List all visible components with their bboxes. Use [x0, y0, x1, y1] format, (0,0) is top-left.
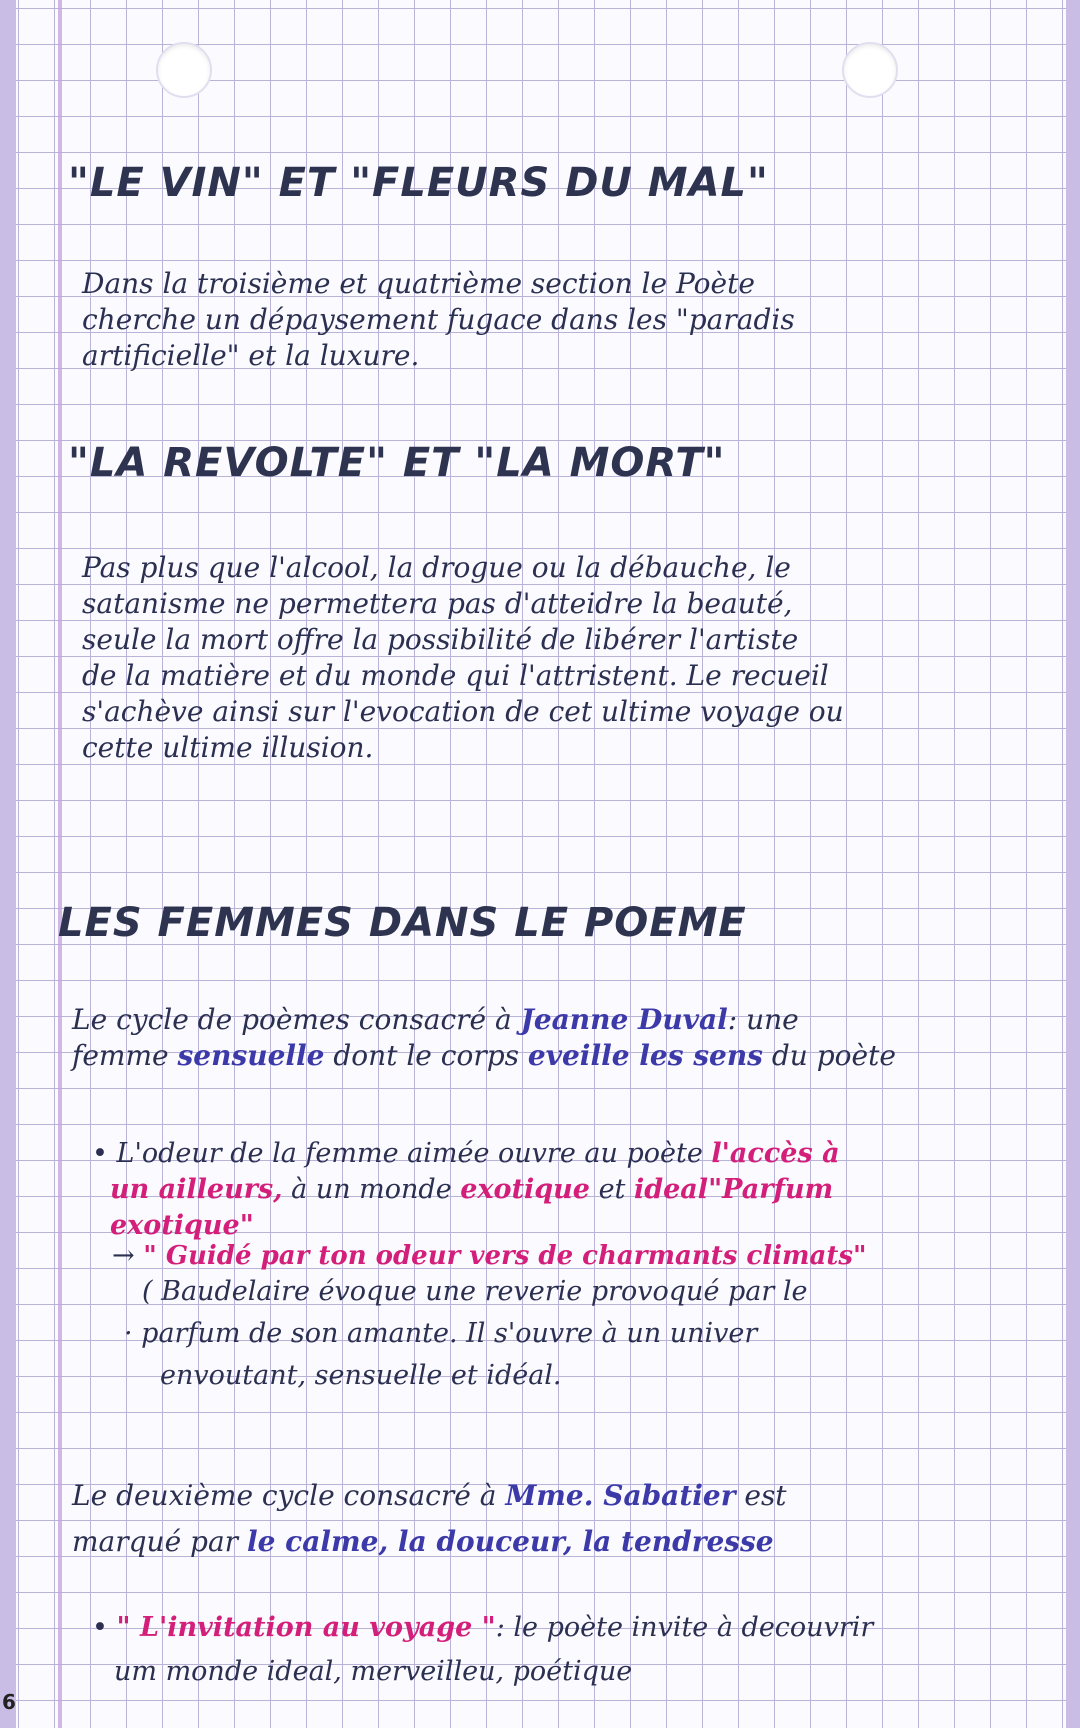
paragraph-2: [82, 550, 1022, 766]
text-line: cherche un dépaysement fugace dans les "paradis: [82, 303, 795, 336]
text-line: [92, 1238, 1032, 1274]
text-line: Pas plus que l'alcool, la drogue ou la débauche, le: [82, 551, 791, 584]
highlight-acces: l'accès à: [711, 1138, 840, 1169]
bullet-parfum: [92, 1136, 1032, 1394]
text-line: [92, 1136, 1032, 1172]
text-line: cette ultime illusion.: [82, 731, 374, 764]
text-run: femme: [72, 1039, 178, 1072]
highlight-exotique-title: exotique": [110, 1210, 254, 1241]
text-run: : une: [727, 1003, 799, 1036]
highlight-ailleurs: un ailleurs,: [110, 1174, 283, 1205]
heading-femmes: LES FEMMES DANS LE POEME: [58, 900, 747, 946]
text-line: [72, 1038, 1012, 1074]
text-line: [72, 1002, 1012, 1038]
highlight-parfum: "Parfum: [708, 1174, 834, 1205]
text-line: · parfum de son amante. Il s'ouvre à un univer: [124, 1318, 758, 1349]
text-run: dont le corps: [324, 1039, 528, 1072]
text-line: s'achève ainsi sur l'evocation de cet ultime voyage ou: [82, 695, 844, 728]
text-run: est: [735, 1479, 787, 1512]
text-line: [92, 1172, 1032, 1208]
text-run: Le cycle de poèmes consacré à: [72, 1003, 521, 1036]
page-number: 6: [2, 1690, 16, 1714]
left-margin-band: [0, 0, 16, 1728]
text-run: : le poète invite à decouvrir: [495, 1612, 874, 1643]
highlight-exotique: exotique: [460, 1174, 590, 1205]
text-line: [92, 1610, 1032, 1654]
heading-revolte-mort: "LA REVOLTE" ET "LA MORT": [68, 440, 726, 486]
heading-vin-fleurs: "LE VIN" ET "FLEURS DU MAL": [68, 160, 769, 206]
text-line: ( Baudelaire évoque une reverie provoqué par le: [142, 1276, 808, 1307]
bullet-invitation: [92, 1610, 1032, 1690]
highlight-eveille: eveille les sens: [527, 1039, 763, 1072]
text-run: et: [589, 1174, 634, 1205]
punch-hole-left: [156, 42, 212, 98]
text-line: [72, 1524, 1012, 1560]
text-line: artificielle" et la luxure.: [82, 339, 420, 372]
paragraph-1: [82, 266, 1022, 374]
text-run: Le deuxième cycle consacré à: [72, 1479, 506, 1512]
arrow-icon: →: [112, 1240, 144, 1271]
text-line: [92, 1208, 1032, 1241]
text-line: satanisme ne permettera pas d'atteidre la beauté,: [82, 587, 793, 620]
paragraph-3: [72, 1002, 1012, 1074]
right-margin-band: [1066, 0, 1080, 1728]
highlight-invitation: " L'invitation au voyage ": [116, 1612, 496, 1643]
text-run: du poète: [762, 1039, 896, 1072]
punch-hole-right: [842, 42, 898, 98]
highlight-calme: le calme, la douceur, la tendresse: [246, 1525, 774, 1558]
text-line: de la matière et du monde qui l'attristent. Le recueil: [82, 659, 829, 692]
highlight-ideal: ideal: [633, 1174, 709, 1205]
highlight-sensuelle: sensuelle: [177, 1039, 325, 1072]
text-run: à un monde: [282, 1174, 461, 1205]
text-run: marqué par: [72, 1525, 247, 1558]
text-run: • L'odeur de la femme aimée ouvre au poète: [92, 1138, 712, 1169]
text-line: [72, 1478, 1012, 1524]
paragraph-4: [72, 1478, 1012, 1560]
highlight-sabatier: Mme. Sabatier: [505, 1479, 736, 1512]
margin-rule: [58, 0, 62, 1728]
quote-guide: " Guidé par ton odeur vers de charmants climats": [143, 1241, 867, 1271]
text-line: seule la mort offre la possibilité de libérer l'artiste: [82, 623, 799, 656]
text-line: envoutant, sensuelle et idéal.: [160, 1360, 562, 1391]
text-line: um monde ideal, merveilleu, poétique: [114, 1656, 633, 1687]
text-run: •: [92, 1612, 117, 1643]
text-line: Dans la troisième et quatrième section le Poète: [82, 267, 755, 300]
highlight-jeanne-duval: Jeanne Duval: [520, 1003, 728, 1036]
